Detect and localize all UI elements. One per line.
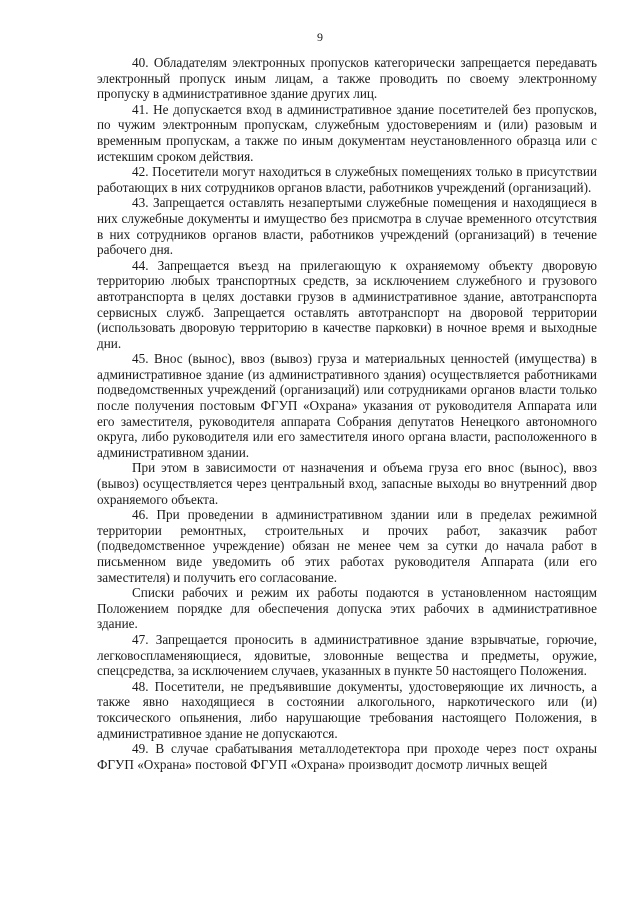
paragraph-42: 42. Посетители могут находиться в служебных помещениях только в присутствии работающих в них сотрудников органов власти, работников учреждений (организаций). bbox=[97, 164, 597, 195]
paragraph-40: 40. Обладателям электронных пропусков категорически запрещается передавать электронный пропуск иным лицам, а также проводить по своему электронному пропуску в административное здание других лиц. bbox=[97, 55, 597, 102]
paragraph-49: 49. В случае срабатывания металлодетектора при проходе через пост охраны ФГУП «Охрана» постовой ФГУП «Охрана» производит досмотр личных вещей bbox=[97, 741, 597, 772]
paragraph-41: 41. Не допускается вход в административное здание посетителей без пропусков, по чужим электронным пропускам, служебным удостоверениям и (или) разовым и временным пропускам, а также по иным документам неустановленного образца или с истекшим сроком действия. bbox=[97, 101, 597, 164]
document-body bbox=[97, 55, 597, 772]
paragraph-43: 43. Запрещается оставлять незапертыми служебные помещения и находящиеся в них служебные документы и имущество без присмотра в случае временного отсутствия в них сотрудников органов власти, работников учреждений (организаций) в течение рабочего дня. bbox=[97, 195, 597, 258]
paragraph-48: 48. Посетители, не предъявившие документы, удостоверяющие их личность, а также явно находящиеся в состоянии алкогольного, наркотического или (и) токсического опьянения, либо нарушающие требования настоящего Положения, в административное здание не допускаются. bbox=[97, 678, 597, 741]
paragraph-44: 44. Запрещается въезд на прилегающую к охраняемому объекту дворовую территорию любых транспортных средств, за исключением служебного и грузового автотранспорта в целях доставки грузов в административное здание, автотранспорта сервисных служб. Запрещается оставлять автотранспорт на дворовой территории (использовать дворовую территорию в качестве парковки) в ночное время и выходные дни. bbox=[97, 257, 597, 351]
page-number: 9 bbox=[317, 30, 323, 44]
paragraph-46: 46. При проведении в административном здании или в пределах режимной территории ремонтных, строительных и прочих работ, заказчик работ (подведомственное учреждение) обязан не менее чем за сутки до начала работ в письменном виде уведомить об этих работах руководителя Аппарата (или его заместителя) и получить его согласование. bbox=[97, 507, 597, 585]
paragraph-45-continuation: При этом в зависимости от назначения и объема груза его внос (вынос), ввоз (вывоз) осуществляется через центральный вход, запасные выходы во внутренний двор охраняемого объекта. bbox=[97, 460, 597, 507]
paragraph-46-continuation: Списки рабочих и режим их работы подаются в установленном настоящим Положением порядке для обеспечения допуска этих рабочих в административное здание. bbox=[97, 585, 597, 632]
paragraph-45: 45. Внос (вынос), ввоз (вывоз) груза и материальных ценностей (имущества) в административное здание (из административного здания) осуществляется работниками подведомственных учреждений (организаций) или сотрудниками органов власти только после получения постовым ФГУП «Охрана» указания от руководителя Аппарата или его заместителя, руководителя аппарата Собрания депутатов Ненецкого автономного округа, либо руководителя или его заместителя иного органа власти, расположенного в административном здании. bbox=[97, 351, 597, 460]
paragraph-47: 47. Запрещается проносить в административное здание взрывчатые, горючие, легковоспламеняющиеся, ядовитые, зловонные вещества и предметы, оружие, спецсредства, за исключением случаев, указанных в пункте 50 настоящего Положения. bbox=[97, 631, 597, 679]
